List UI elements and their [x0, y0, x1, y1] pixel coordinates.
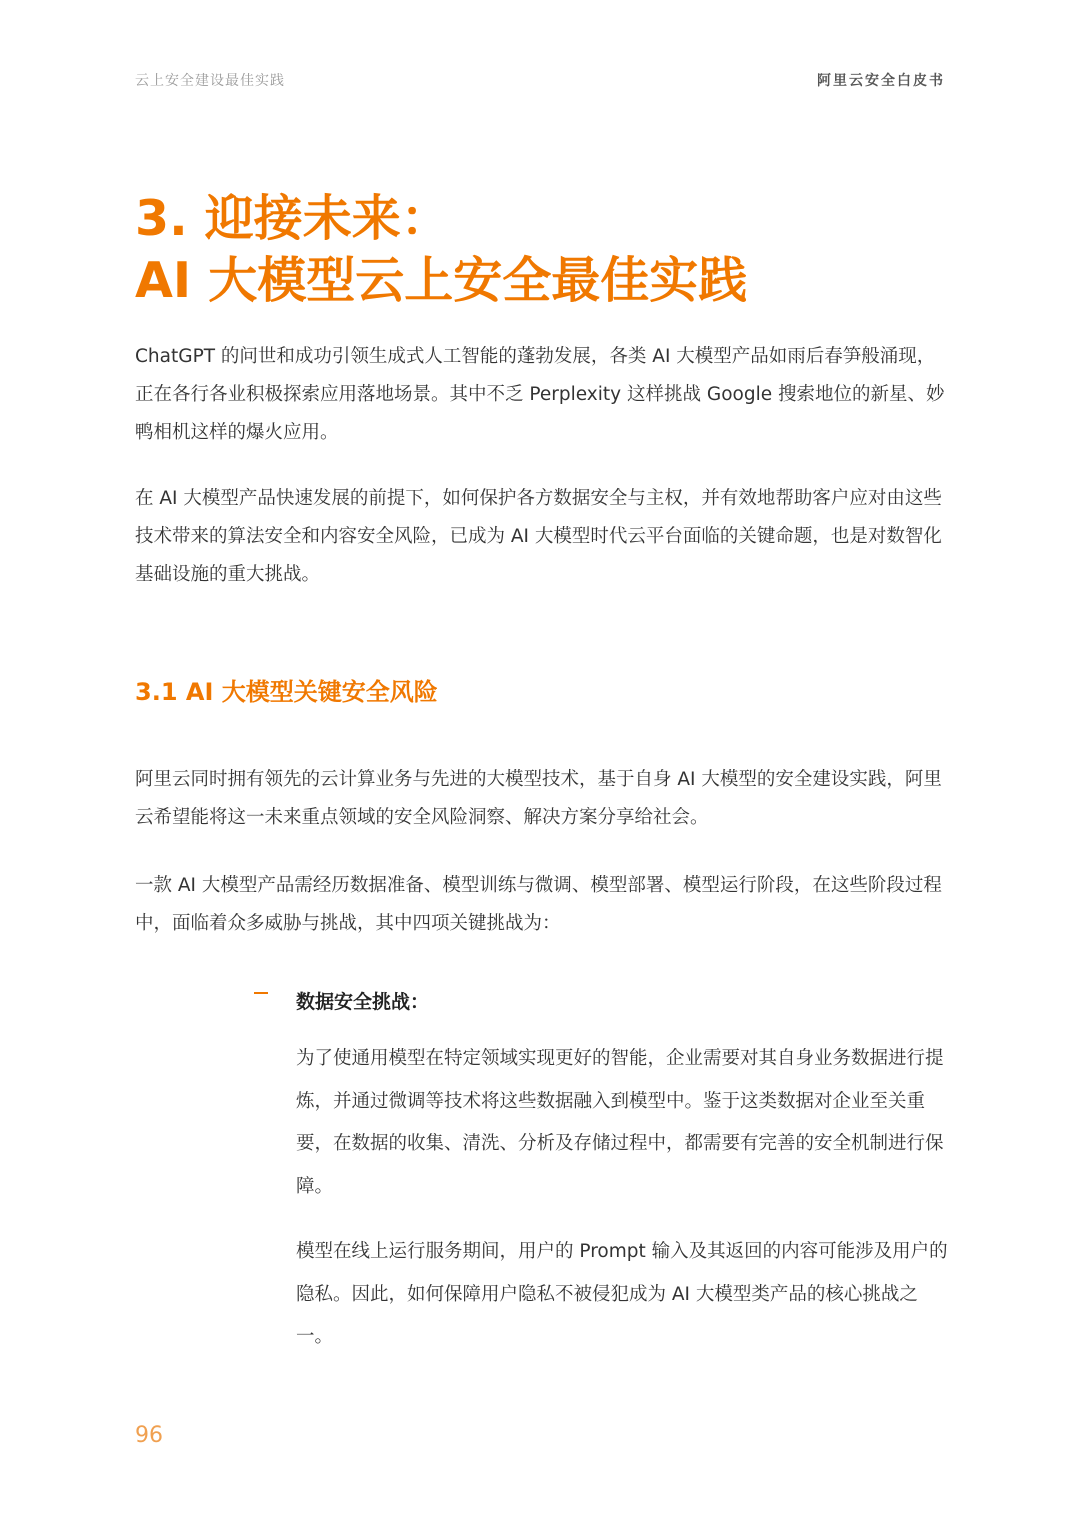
- intro-paragraph-1: ChatGPT 的问世和成功引领生成式人工智能的蓬勃发展，各类 AI 大模型产品如雨后春笋般涌现，正在各行各业积极探索应用落地场景。其中不乏 Perplexity 这样挑战 Google 搜索地位的新星、妙鸭相机这样的爆火应用。: [135, 346, 945, 443]
- bullet-dash-icon: [254, 992, 268, 994]
- header-left-title: 云上安全建设最佳实践: [135, 73, 285, 89]
- intro-paragraph-2: 在 AI 大模型产品快速发展的前提下，如何保护各方数据安全与主权，并有效地帮助客户应对由这些技术带来的算法安全和内容安全风险，已成为 AI 大模型时代云平台面临的关键命题，也是对数智化基础设施的重大挑战。: [135, 488, 942, 585]
- bullet-paragraph-1: 为了使通用模型在特定领域实现更好的智能，企业需要对其自身业务数据进行提炼，并通过微调等技术将这些数据融入到模型中。鉴于这类数据对企业至关重要，在数据的收集、清洗、分析及存储过程中，都需要有完善的安全机制进行保障。: [296, 1048, 944, 1197]
- page-number: 96: [135, 1423, 163, 1448]
- bullet-paragraph-2: 模型在线上运行服务期间，用户的 Prompt 输入及其返回的内容可能涉及用户的隐私。因此，如何保障用户隐私不被侵犯成为 AI 大模型类产品的核心挑战之一。: [296, 1241, 948, 1347]
- bullet-title: 数据安全挑战：: [296, 991, 430, 1013]
- chapter-title-line-2: AI 大模型云上安全最佳实践: [135, 252, 748, 309]
- section-heading: 3.1 AI 大模型关键安全风险: [135, 678, 438, 706]
- chapter-title: [135, 188, 955, 312]
- chapter-title-line-1: 3. 迎接未来：: [135, 190, 450, 247]
- section-paragraph-2: 一款 AI 大模型产品需经历数据准备、模型训练与微调、模型部署、模型运行阶段，在这些阶段过程中，面临着众多威胁与挑战，其中四项关键挑战为：: [135, 875, 942, 934]
- section-paragraph-1: 阿里云同时拥有领先的云计算业务与先进的大模型技术，基于自身 AI 大模型的安全建设实践，阿里云希望能将这一未来重点领域的安全风险洞察、解决方案分享给社会。: [135, 769, 942, 828]
- header-right-title: 阿里云安全白皮书: [817, 73, 945, 89]
